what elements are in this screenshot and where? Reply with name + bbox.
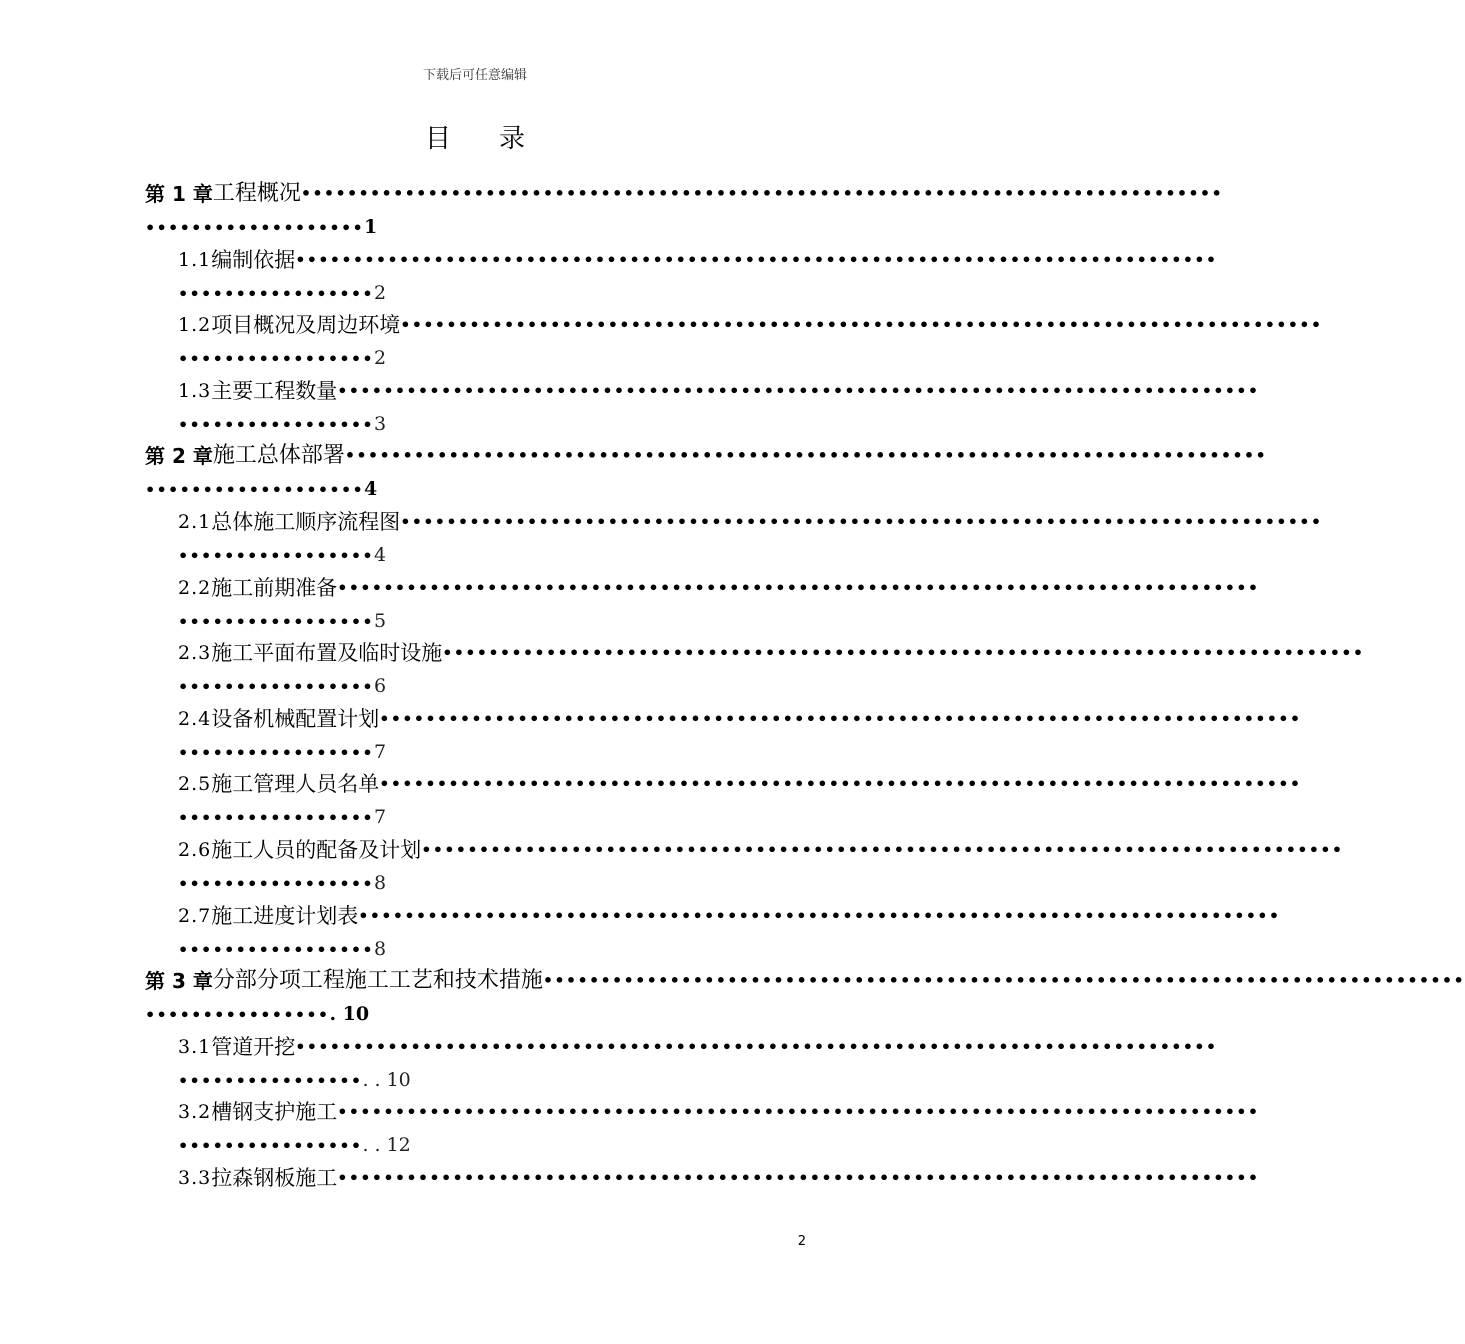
page-number: 4 [364,478,378,501]
toc-section-1-1[interactable] [0,242,1218,308]
dot-leader-continued: ••••••••••••••••• [178,873,374,893]
section-title: 施工管理人员名单 [211,772,380,797]
page-header: 下载后可任意编辑 [422,68,527,83]
section-number: 2.2 [178,576,212,599]
dot-leader-continued: ••••••••••••••••• [178,611,374,631]
toc-chapter-1[interactable] [0,176,1223,242]
section-title: 项目概况及周边环境 [211,313,401,338]
dot-leader-continued: ••••••••••••••••••• [145,218,365,237]
toc-section-2-5[interactable] [0,766,1302,832]
dot-leader-continued: ••••••••••••••••• [178,939,374,959]
toc-section-2-1[interactable] [0,504,1323,570]
toc-section-3-1[interactable] [0,1029,1218,1095]
chapter-number: 第 3 章 [145,969,213,994]
section-title: 总体施工顺序流程图 [211,509,401,534]
title-char-right: 录 [499,124,526,154]
page-number: 2 [373,347,387,370]
table-of-contents [0,176,1465,1226]
page-number: 3 [373,412,387,435]
dot-leader-continued: •••••••••••••••• [178,1136,363,1156]
section-number: 3.1 [178,1035,212,1058]
section-number: 2.3 [178,642,212,665]
toc-section-1-3[interactable] [0,373,1260,439]
dot-leader-continued: ••••••••••••••••• [178,742,374,762]
section-number: 1.3 [178,379,212,402]
toc-section-3-2[interactable] [0,1094,1260,1160]
document-title [0,118,950,155]
section-number: 2.5 [178,773,212,796]
section-number: 2.6 [178,838,212,861]
toc-chapter-3[interactable] [0,963,1465,1029]
dot-leader-continued: ••••••••••••••••• [178,808,374,828]
section-number: 2.4 [178,707,212,730]
toc-chapter-2[interactable] [0,438,1267,504]
dot-leader: •••••••••••••••••••••••••••••••••••••••••••••••••••••••••••••••••••••••••••••••• [295,249,1218,269]
toc-section-2-6[interactable] [0,832,1344,898]
chapter-title: 施工总体部署 [212,443,345,469]
section-title: 施工平面布置及临时设施 [211,641,443,666]
section-title: 编制依据 [211,247,296,272]
page-number: 7 [373,740,387,763]
dot-leader: •••••••••••••••••••••••••••••••••••••••••••••••••••••••••••••••••••••••••••••••• [542,971,1465,991]
dot-leader: •••••••••••••••••••••••••••••••••••••••••••••••••••••••••••••••••••••••••••••••• [300,184,1223,203]
toc-section-1-2[interactable] [0,307,1323,373]
page-number: 4 [373,543,387,566]
section-title: 施工人员的配备及计划 [211,837,422,862]
page-number: 8 [373,937,387,960]
section-number: 1.2 [178,314,212,337]
section-title: 设备机械配置计划 [211,706,380,731]
page-number: 7 [373,806,387,829]
dot-leader-continued: ••••••••••••••••• [178,545,374,565]
dot-leader: •••••••••••••••••••••••••••••••••••••••••••••••••••••••••••••••••••••••••••••••• [295,1036,1218,1056]
chapter-title: 工程概况 [212,181,301,206]
chapter-title: 分部分项工程施工工艺和技术措施 [212,968,543,994]
section-title: 施工进度计划表 [211,903,359,928]
dot-leader: •••••••••••••••••••••••••••••••••••••••••••••••••••••••••••••••••••••••••••••••• [337,380,1260,400]
dot-leader: •••••••••••••••••••••••••••••••••••••••••••••••••••••••••••••••••••••••••••••••• [337,577,1260,597]
chapter-number: 第 2 章 [145,444,213,469]
page-number: 6 [373,675,387,698]
section-number: 3.2 [178,1101,212,1124]
dot-leader: •••••••••••••••••••••••••••••••••••••••••••••••••••••••••••••••••••••••••••••••• [337,1167,1260,1187]
toc-section-2-4[interactable] [0,701,1302,767]
dot-leader: •••••••••••••••••••••••••••••••••••••••••••••••••••••••••••••••••••••••••••••••• [421,839,1344,859]
toc-section-2-7[interactable] [0,898,1281,964]
toc-section-2-2[interactable] [0,570,1260,636]
section-title: 主要工程数量 [211,378,338,403]
toc-section-2-3[interactable] [0,635,1365,701]
dot-leader-continued: ••••••••••••••••• [178,283,374,303]
dot-leader: •••••••••••••••••••••••••••••••••••••••••••••••••••••••••••••••••••••••••••••••• [358,905,1281,925]
section-title: 施工前期准备 [211,575,338,600]
section-title: 拉森钢板施工 [211,1165,338,1190]
dot-leader-continued: ••••••••••••••••••• [145,480,365,500]
dot-leader-continued: •••••••••••••••• [145,1005,330,1025]
section-number: 2.1 [178,510,212,533]
section-number: 1.1 [178,248,212,271]
dot-leader: •••••••••••••••••••••••••••••••••••••••••••••••••••••••••••••••••••••••••••••••• [442,643,1365,663]
section-number: 2.7 [178,904,212,927]
dot-leader: •••••••••••••••••••••••••••••••••••••••••••••••••••••••••••••••••••••••••••••••• [379,708,1302,728]
dot-leader-continued: ••••••••••••••••• [178,414,374,434]
dot-leader-continued: ••••••••••••••••• [178,677,374,697]
title-char-left: 目 [424,124,451,154]
section-number: 3.3 [178,1166,212,1189]
chapter-number: 第 1 章 [145,182,213,206]
page-number: 1 [364,216,378,238]
section-title: 槽钢支护施工 [211,1100,338,1125]
dot-leader: •••••••••••••••••••••••••••••••••••••••••••••••••••••••••••••••••••••••••••••••• [337,1102,1260,1122]
page-number: 5 [373,609,387,632]
toc-section-3-3[interactable] [0,1160,1260,1226]
page-number: . . 10 [362,1068,411,1091]
section-title: 管道开挖 [211,1034,296,1059]
dot-leader: •••••••••••••••••••••••••••••••••••••••••••••••••••••••••••••••••••••••••••••••• [344,446,1267,466]
page-number: 8 [373,871,387,894]
dot-leader: •••••••••••••••••••••••••••••••••••••••••••••••••••••••••••••••••••••••••••••••• [379,774,1302,794]
dot-leader: •••••••••••••••••••••••••••••••••••••••••••••••••••••••••••••••••••••••••••••••• [400,511,1323,531]
page-number-footer: 2 [797,1234,806,1249]
page-number: . 10 [329,1003,370,1026]
page-number: 2 [373,281,387,304]
dot-leader: •••••••••••••••••••••••••••••••••••••••••••••••••••••••••••••••••••••••••••••••• [400,315,1323,335]
dot-leader-continued: •••••••••••••••• [178,1070,363,1090]
dot-leader-continued: ••••••••••••••••• [178,349,374,369]
page-number: . . 12 [362,1134,411,1157]
